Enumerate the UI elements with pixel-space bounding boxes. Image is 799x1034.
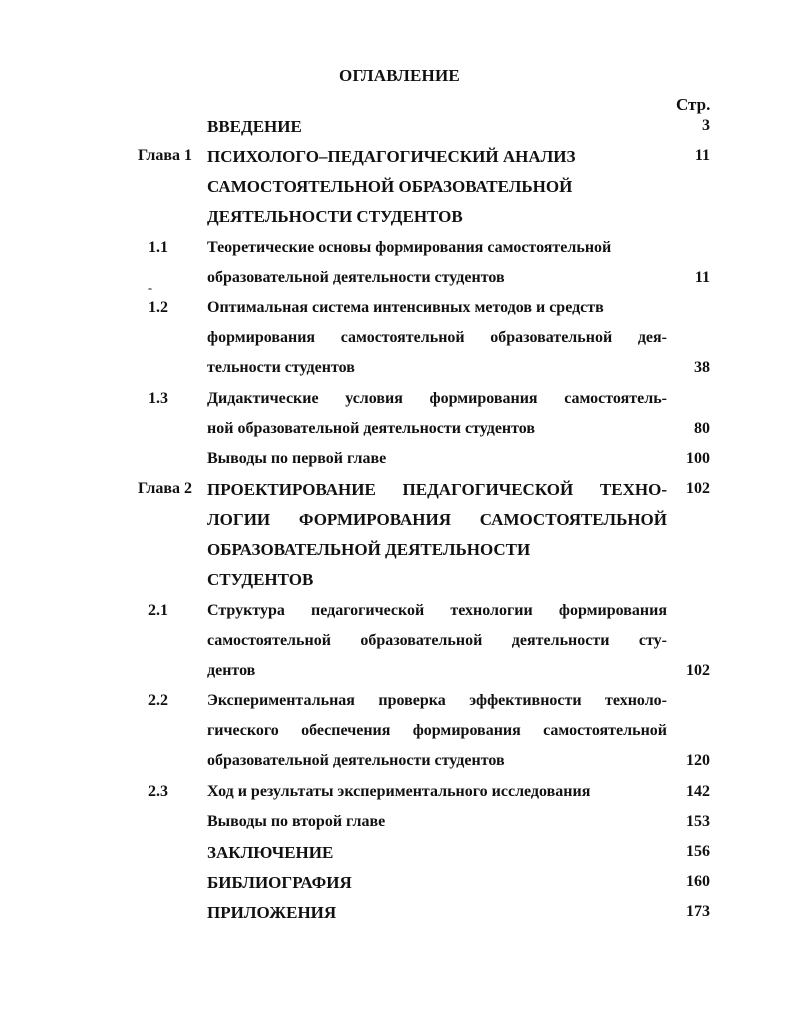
section-title-line: образовательной деятельности студентов <box>207 269 505 286</box>
chapter-1-title-line: САМОСТОЯТЕЛЬНОЙ ОБРАЗОВАТЕЛЬНОЙ <box>207 177 573 196</box>
chapter-2-title-line: ПРОЕКТИРОВАНИЕ ПЕДАГОГИЧЕСКОЙ ТЕХНО- <box>207 480 667 499</box>
appendices-page: 173 <box>686 903 710 920</box>
bibliography-label: БИБЛИОГРАФИЯ <box>207 873 352 892</box>
page-column-header: Стр. <box>676 95 711 114</box>
intro-label: ВВЕДЕНИЕ <box>207 117 302 136</box>
toc-title: ОГЛАВЛЕНИЕ <box>339 66 460 85</box>
chapter-1-page: 11 <box>694 147 710 164</box>
section-number: 1.2 <box>148 299 168 316</box>
chapter-1-number: Глава 1 <box>138 147 192 164</box>
section-number: 1.1 <box>148 239 168 256</box>
conclusion-page: 100 <box>686 450 710 467</box>
section-title-line: дентов <box>207 662 256 679</box>
section-title-line: тельности студентов <box>207 359 355 376</box>
closing-label: ЗАКЛЮЧЕНИЕ <box>207 843 334 862</box>
section-title-line: формирования самостоятельной образовательной дея- <box>207 329 667 346</box>
chapter-2-title-line: СТУДЕНТОВ <box>207 570 314 589</box>
section-page: 80 <box>694 420 710 437</box>
section-title-line: Теоретические основы формирования самостоятельной <box>207 239 612 256</box>
chapter-2-number: Глава 2 <box>138 480 192 497</box>
chapter-1-title-line: ДЕЯТЕЛЬНОСТИ СТУДЕНТОВ <box>207 207 463 226</box>
stray-mark: - <box>148 281 152 295</box>
section-title-line: образовательной деятельности студентов <box>207 752 505 769</box>
chapter-2-title-line: ЛОГИИ ФОРМИРОВАНИЯ САМОСТОЯТЕЛЬНОЙ <box>207 510 667 529</box>
section-title-line: Оптимальная система интенсивных методов и средств <box>207 299 604 316</box>
section-page: 102 <box>686 662 710 679</box>
conclusion-label: Выводы по второй главе <box>207 813 386 830</box>
section-number: 2.3 <box>148 783 168 800</box>
chapter-1-title-line: ПСИХОЛОГО–ПЕДАГОГИЧЕСКИЙ АНАЛИЗ <box>207 147 576 166</box>
section-number: 2.2 <box>148 692 168 709</box>
section-title-line: Дидактические условия формирования самостоятель- <box>207 390 667 407</box>
section-page: 11 <box>694 269 710 286</box>
section-title-line: Ход и результаты экспериментального исследования <box>207 783 591 800</box>
appendices-label: ПРИЛОЖЕНИЯ <box>207 903 337 922</box>
section-title-line: ной образовательной деятельности студентов <box>207 420 536 437</box>
closing-page: 156 <box>686 843 710 860</box>
intro-page: 3 <box>702 117 710 134</box>
bibliography-page: 160 <box>686 873 710 890</box>
chapter-2-page: 102 <box>686 480 710 497</box>
section-title-line: самостоятельной образовательной деятельности сту- <box>207 632 667 649</box>
section-page: 142 <box>686 783 710 800</box>
section-title-line: Структура педагогической технологии формирования <box>207 602 667 619</box>
section-page: 38 <box>694 359 710 376</box>
conclusion-label: Выводы по первой главе <box>207 450 387 467</box>
chapter-2-title-line: ОБРАЗОВАТЕЛЬНОЙ ДЕЯТЕЛЬНОСТИ <box>207 540 531 559</box>
section-number: 1.3 <box>148 390 168 407</box>
conclusion-page: 153 <box>686 813 710 830</box>
section-title-line: гического обеспечения формирования самостоятельной <box>207 722 667 739</box>
section-number: 2.1 <box>148 602 168 619</box>
section-title-line: Экспериментальная проверка эффективности техноло- <box>207 692 667 709</box>
section-page: 120 <box>686 752 710 769</box>
